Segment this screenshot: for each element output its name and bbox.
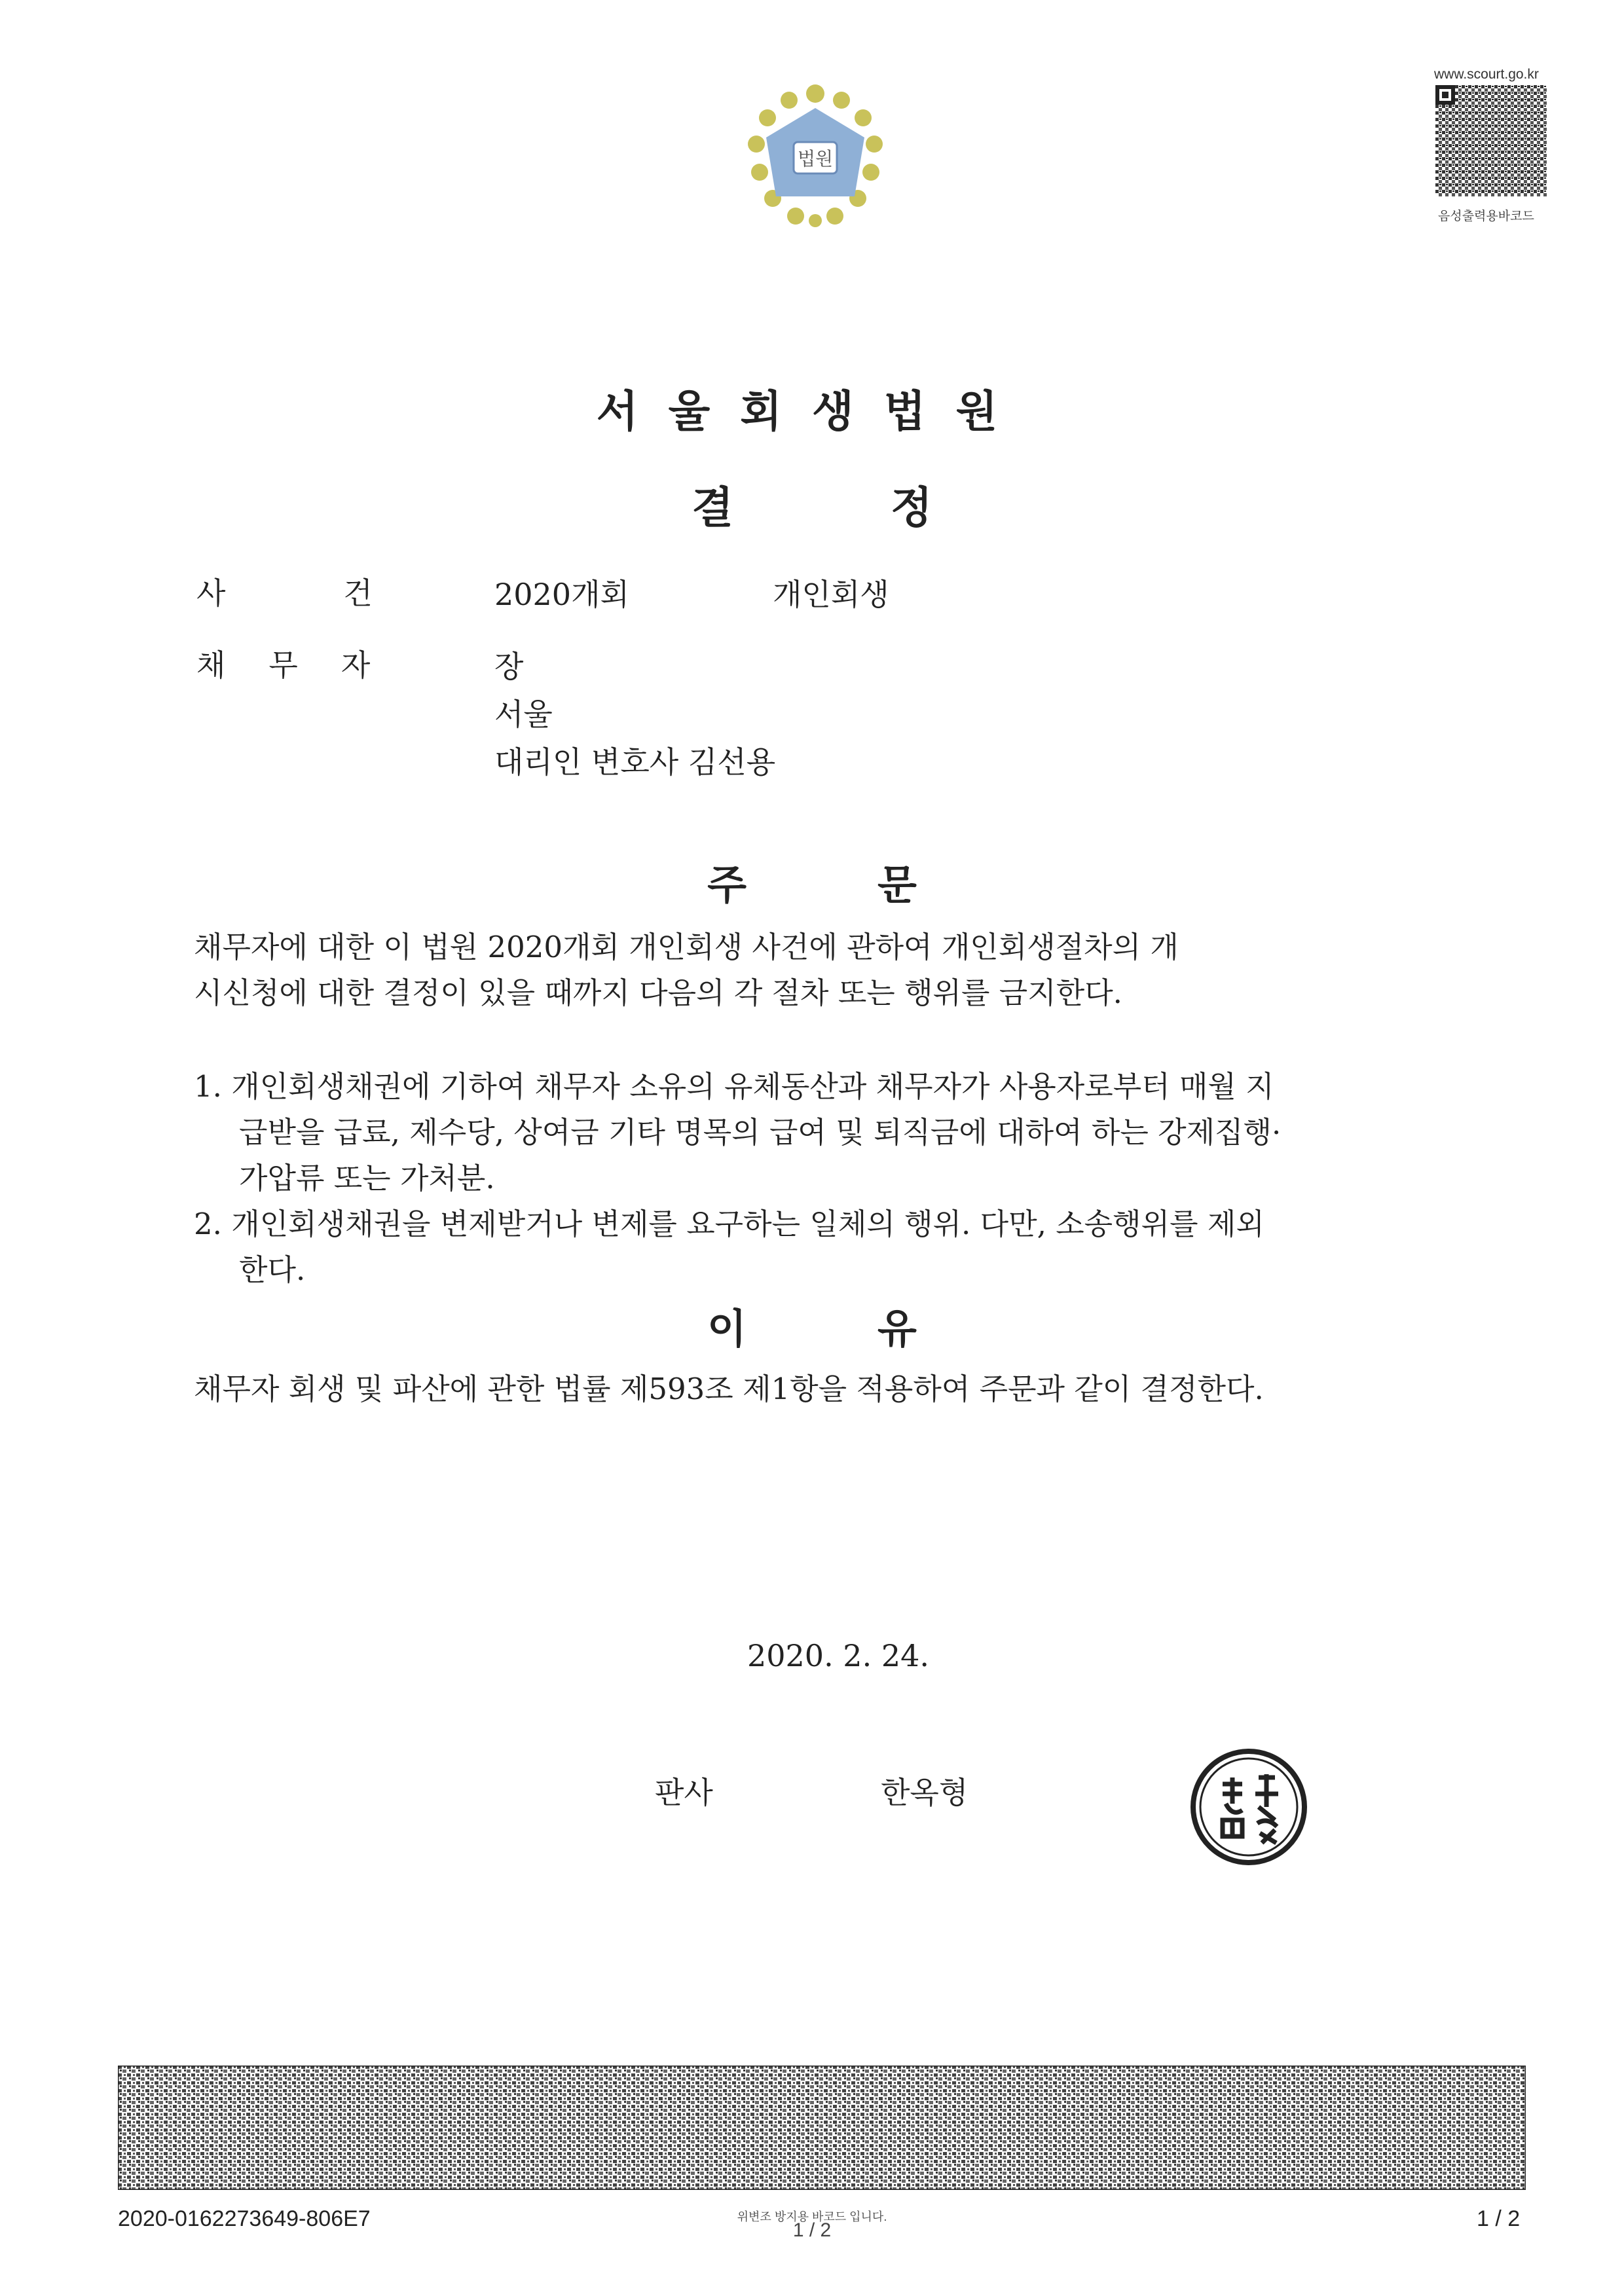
order-item-1: 1. 개인회생채권에 기하여 채무자 소유의 유체동산과 채무자가 사용자로부터 매월 지 [194,1069,1274,1104]
debtor-name: 장 [494,649,524,684]
order-heading: 주문 [707,861,1048,909]
judge-seal-icon [1187,1745,1311,1869]
order-text-line: 시신청에 대한 결정이 있을 때까지 다음의 각 절차 또는 행위를 금지한다. [194,975,1122,1010]
decision-date: 2020. 2. 24. [747,1638,929,1673]
order-item-1-cont: 급받을 급료, 제수당, 상여금 기타 명목의 급여 및 퇴직금에 대하여 하는 강제집행· [239,1115,1282,1150]
judge-title: 판사 [655,1775,713,1810]
order-item-1-cont: 가압류 또는 가처분. [239,1161,495,1195]
reason-heading: 이유 [707,1305,1048,1353]
qr-caption: 음성출력용바코드 [1438,210,1534,223]
order-item-2: 2. 개인회생채권을 변제받거나 변제를 요구하는 일체의 행위. 다만, 소송행위를 제외 [194,1207,1264,1241]
document-title: 결정 [692,483,1090,533]
case-label: 사건 [196,575,490,611]
order-text-line: 채무자에 대한 이 법원 2020개회 개인회생 사건에 관하여 개인회생절차의 개 [194,930,1179,964]
document-number: 2020-0162273649-806E7 [118,2206,371,2231]
anti-forgery-note: 위변조 방지용 바코드 입니다. [737,2210,887,2223]
court-emblem-icon [740,82,891,232]
page-indicator-center: 1 / 2 [792,2219,832,2241]
qr-url: www.scourt.go.kr [1434,67,1539,82]
emblem-label: 법원 [797,148,834,170]
debtor-address: 서울 [494,697,553,732]
debtor-label: 채무자 [196,647,414,683]
order-item-2-cont: 한다. [239,1252,306,1287]
qr-code-icon [1435,85,1547,196]
reason-text: 채무자 회생 및 파산에 관한 법률 제593조 제1항을 적용하여 주문과 같이 결정한다. [194,1372,1264,1406]
case-type: 개인회생 [773,577,889,612]
court-name: 서울회생법원 [596,386,1028,437]
page-indicator-right: 1 / 2 [1477,2206,1521,2231]
anti-forgery-barcode-icon [118,2066,1526,2190]
debtor-agent: 대리인 변호사 김선용 [494,744,776,780]
judge-name: 한옥형 [881,1775,969,1810]
case-number: 2020개회 [494,577,629,612]
